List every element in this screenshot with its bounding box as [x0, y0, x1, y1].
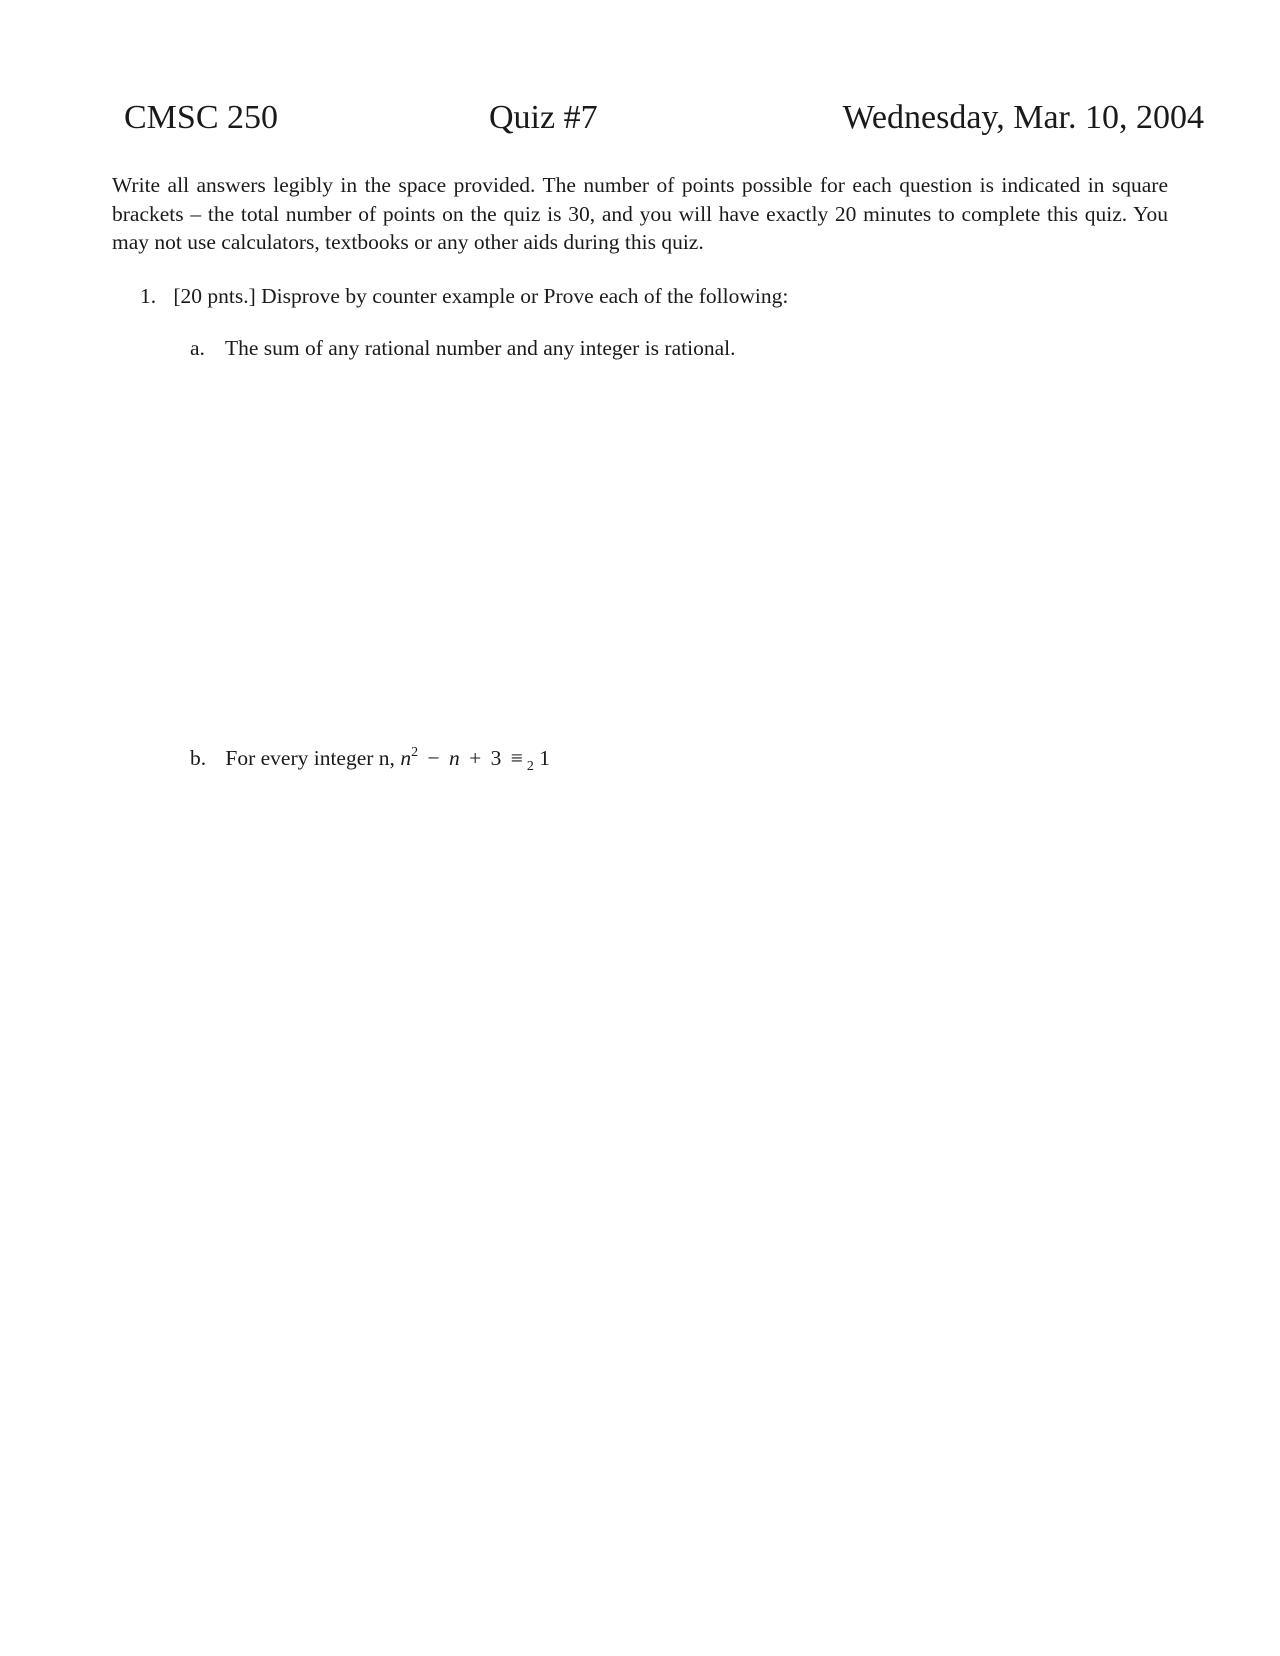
- math-var: n: [400, 746, 412, 770]
- question-1-part-b: [190, 744, 1170, 772]
- part-text: The sum of any rational number and any integer is rational.: [225, 336, 736, 360]
- math-modulus: 2: [526, 759, 534, 774]
- course-code: CMSC 250: [124, 99, 278, 136]
- quiz-header: [124, 96, 1204, 140]
- part-text: For every integer n,: [225, 746, 395, 770]
- math-rhs: 1: [539, 746, 550, 770]
- question-1-part-a: [190, 334, 1170, 362]
- quiz-title: Quiz #7: [489, 99, 598, 136]
- math-exponent: 2: [411, 745, 419, 760]
- math-constant: 3: [490, 746, 502, 770]
- question-text: [20 pnts.] Disprove by counter example or Prove each of the following:: [173, 284, 789, 308]
- math-minus: −: [427, 746, 440, 770]
- part-letter: a.: [190, 336, 205, 360]
- quiz-date: Wednesday, Mar. 10, 2004: [842, 99, 1204, 136]
- math-equiv: ≡: [510, 746, 523, 770]
- question-1: [140, 282, 1140, 310]
- math-var-2: n: [448, 746, 460, 770]
- question-number: 1.: [140, 284, 157, 308]
- math-plus: +: [469, 746, 482, 770]
- part-letter: b.: [190, 746, 207, 770]
- instructions-paragraph: Write all answers legibly in the space provided. The number of points possible for each question is indicated in square brackets – the total number of points on the quiz is 30, and you will have exactly 20 minutes to complete this quiz. You may not use calculators, textbooks or any other aids during this quiz.: [112, 173, 1168, 254]
- math-expression: [400, 745, 550, 774]
